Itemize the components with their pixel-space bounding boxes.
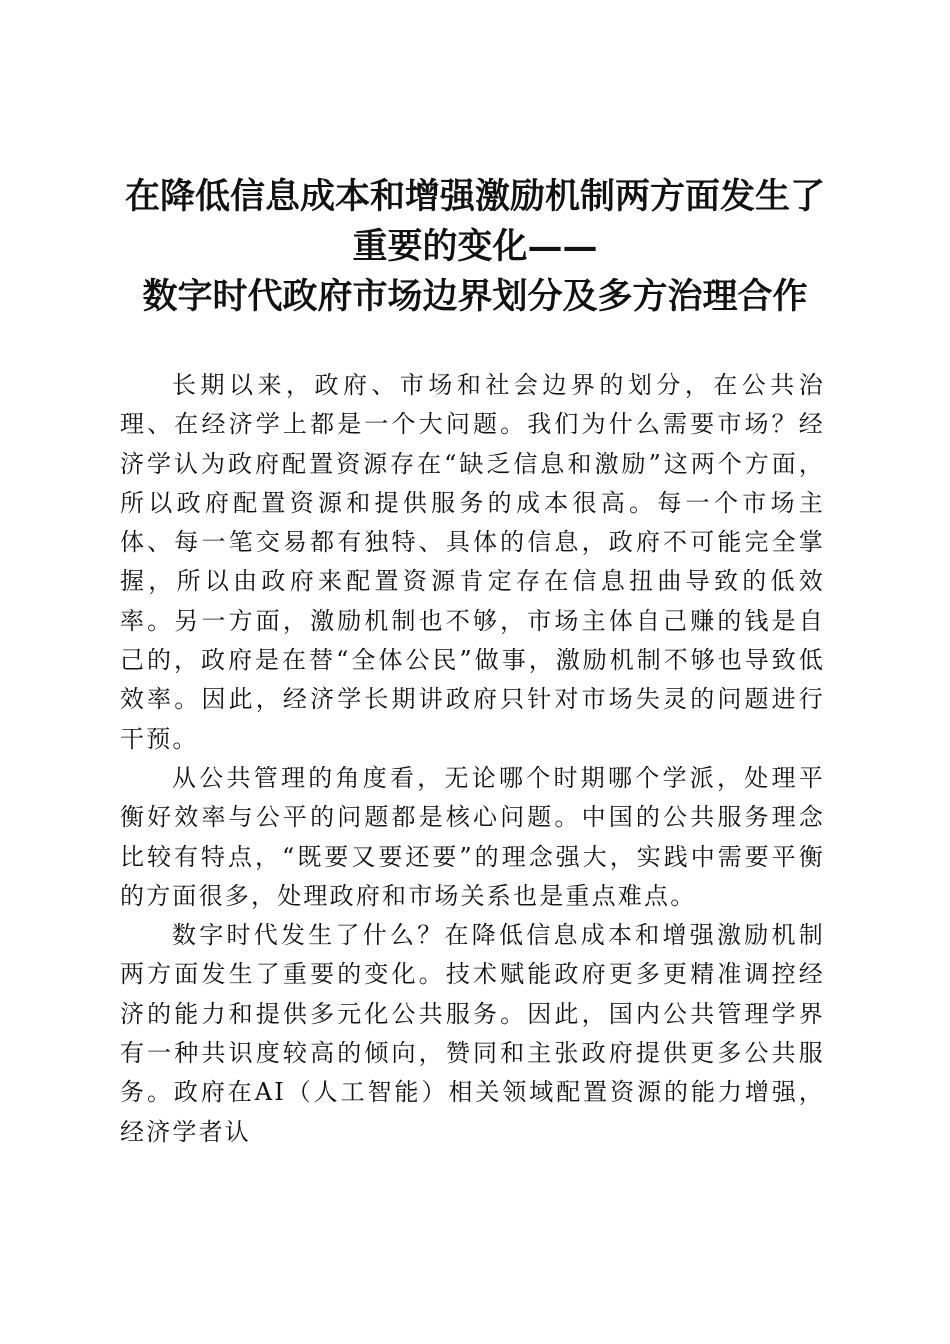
paragraph-3: 数字时代发生了什么？在降低信息成本和增强激励机制两方面发生了重要的变化。技术赋能政府更多更精准调控经济的能力和提供多元化公共服务。因此，国内公共管理学界有一种共识度较高的倾向，赞同和主张政府提供更多公共服务。政府在AI（人工智能）相关领域配置资源的能力增强，经济学者认 — [120, 921, 825, 1146]
title-line-1: 在降低信息成本和增强激励机制两方面发生了 — [124, 176, 825, 217]
title-line-3: 数字时代政府市场边界划分及多方治理合作 — [142, 276, 808, 317]
document-body — [120, 366, 825, 1152]
document-title — [90, 172, 860, 322]
title-line-2: 重要的变化—— — [352, 226, 598, 267]
paragraph-2: 从公共管理的角度看，无论哪个时期哪个学派，处理平衡好效率与公平的问题都是核心问题。中国的公共服务理念比较有特点，“既要又要还要”的理念强大，实践中需要平衡的方面很多，处理政府和市场关系也是重点难点。 — [120, 763, 825, 910]
paragraph-1: 长期以来，政府、市场和社会边界的划分，在公共治理、在经济学上都是一个大问题。我们为什么需要市场？经济学认为政府配置资源存在“缺乏信息和激励”这两个方面，所以政府配置资源和提供服务的成本很高。每一个市场主体、每一笔交易都有独特、具体的信息，政府不可能完全掌握，所以由政府来配置资源肯定存在信息扭曲导致的低效率。另一方面，激励机制也不够，市场主体自己赚的钱是自己的，政府是在替“全体公民”做事，激励机制不够也导致低效率。因此，经济学长期讲政府只针对市场失灵的问题进行干预。 — [120, 371, 825, 753]
